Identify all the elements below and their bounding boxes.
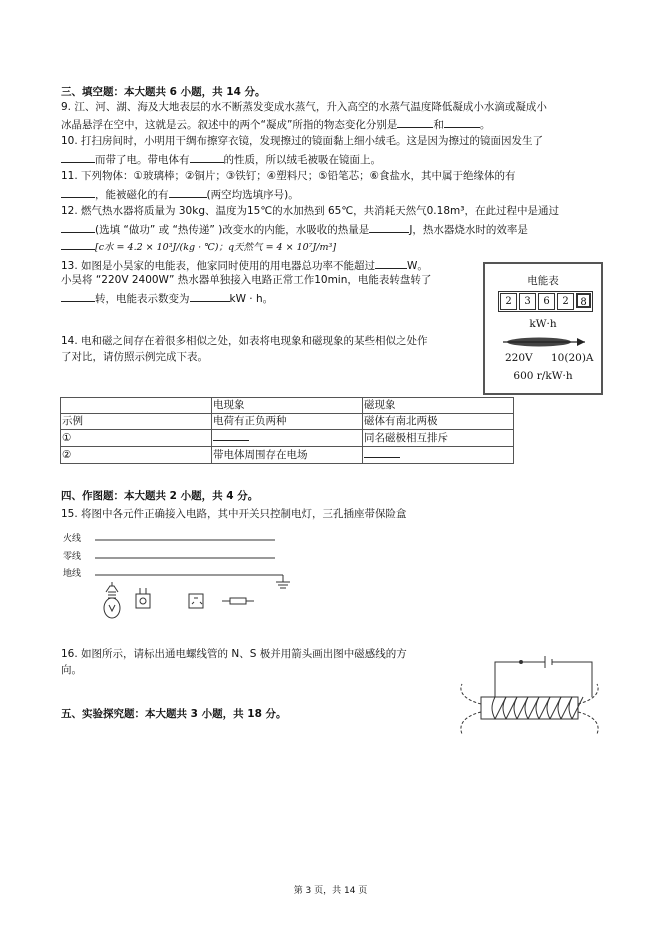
- table-cell: 电荷有正负两种: [212, 414, 363, 430]
- meter-digit: 6: [538, 293, 555, 310]
- table-cell: ②: [61, 447, 212, 464]
- table-cell: 带电体周围存在电场: [212, 447, 363, 464]
- meter-current: 10(20)A: [551, 352, 594, 364]
- table-cell: 同名磁极相互排斥: [363, 430, 514, 447]
- q13-text-d: kW · h。: [229, 293, 274, 305]
- q11-text-b: (两空均选填序号)。: [206, 189, 299, 201]
- q11-line1: 11. 下列物体：①玻璃棒；②铜片；③铁钉；④塑料尺；⑤铅笔芯；⑥食盐水，其中属于绝缘体的有: [61, 170, 516, 182]
- q12-text-b: J，热水器烧水时的效率是: [409, 224, 528, 236]
- q11-text-a: ，能被磁化的有: [95, 189, 169, 201]
- q12-constants: [c水 = 4.2 × 10³J/(kg · ℃)；q天然气 = 4 × 10⁷J/m³]: [95, 242, 337, 253]
- q10-line1: 10. 打扫房间时，小明用干绸布擦穿衣镜，发现擦过的镜面黏上细小绒毛。这是因为擦过的镜面因发生了: [61, 135, 544, 147]
- meter-voltage: 220V: [505, 352, 533, 364]
- q14-line2: 了对比，请仿照示例完成下表。: [61, 351, 208, 363]
- section-4-title: 四、作图题：本大题共 2 小题，共 4 分。: [61, 490, 259, 502]
- q13-text-b: W。: [407, 260, 428, 272]
- q13-line2: 小昊将 “220V 2400W” 热水器单独接入电路正常工作10min，电能表转盘转了: [61, 274, 432, 286]
- page-footer: 第 3 页，共 14 页: [293, 886, 368, 896]
- meter-rate: 600 r/kW·h: [513, 370, 573, 382]
- q13-text-c: 转，电能表示数变为: [95, 293, 190, 305]
- section-5-title: 五、实验探究题：本大题共 3 小题，共 18 分。: [61, 708, 287, 720]
- table-cell: ①: [61, 430, 212, 447]
- q10-text-a: 而带了电。带电体有: [95, 154, 190, 166]
- meter-digit: 2: [500, 293, 517, 310]
- q10-text-b: 的性质，所以绒毛被吸在镜面上。: [223, 154, 381, 166]
- q13-text-a: 13. 如图是小昊家的电能表，他家同时使用的用电器总功率不能超过: [61, 260, 376, 272]
- q15-text: 15. 将图中各元件正确接入电路，其中开关只控制电灯，三孔插座带保险盒: [61, 508, 407, 520]
- table-header-cell: 电现象: [212, 398, 363, 414]
- q16-line1: 16. 如图所示，请标出通电螺线管的 N、S 极并用箭头画出图中磁感线的方: [61, 648, 407, 660]
- section-3-title: 三、填空题：本大题共 6 小题，共 14 分。: [61, 86, 266, 98]
- q9-text-c: 。: [479, 119, 491, 131]
- q12-text-a: (选填 “做功” 或 “热传递” )改变水的内能，水吸收的热量是: [95, 224, 370, 236]
- table-cell: 示例: [61, 414, 212, 430]
- q9-text-b: 和: [433, 119, 444, 131]
- q9-text-a: 冰晶悬浮在空中，这就是云。叙述中的两个“凝成”所指的物态变化分别是: [61, 119, 398, 131]
- meter-digit: 2: [557, 293, 574, 310]
- q9-line1: 9. 江、河、湖、海及大地表层的水不断蒸发变成水蒸气，升入高空的水蒸气温度降低凝成小水滴或凝成小: [61, 101, 547, 113]
- q12-line1: 12. 燃气热水器将质量为 30kg、温度为15℃的水加热到 65℃，共消耗天然气0.18m³，在此过程中是通过: [61, 205, 559, 217]
- meter-title: 电能表: [527, 275, 559, 287]
- table-header-cell: 磁现象: [363, 398, 514, 414]
- live-wire-label: 火线: [63, 534, 82, 544]
- table-cell: 磁体有南北两极: [363, 414, 514, 430]
- q16-line2: 向。: [61, 664, 82, 676]
- meter-digit: 3: [519, 293, 536, 310]
- q14-line1: 14. 电和磁之间存在着很多相似之处，如表将电现象和磁现象的某些相似之处作: [61, 335, 428, 347]
- meter-unit: kW·h: [529, 318, 557, 330]
- neutral-wire-label: 零线: [63, 552, 82, 562]
- meter-digit-decimal: 8: [576, 293, 591, 308]
- ground-wire-label: 地线: [63, 569, 82, 579]
